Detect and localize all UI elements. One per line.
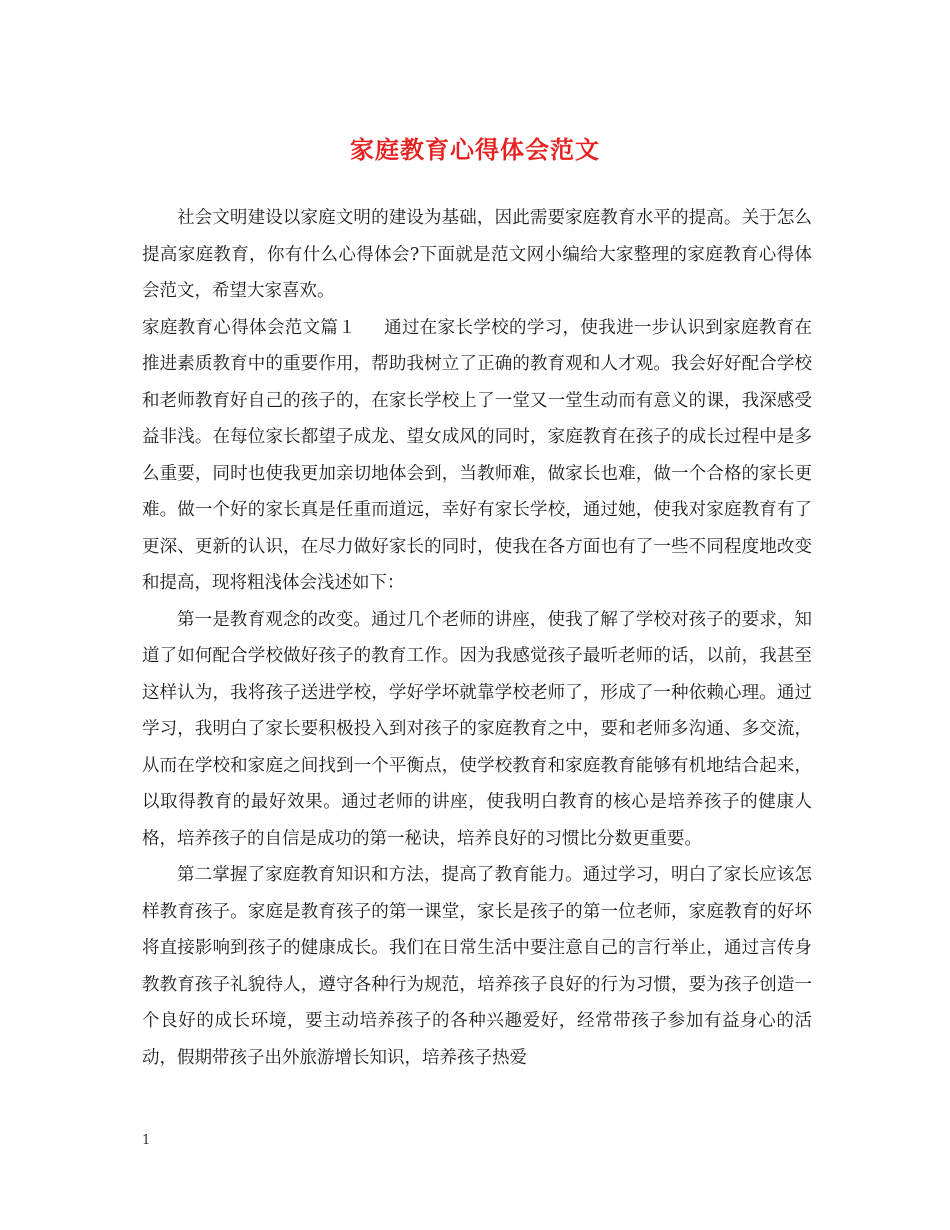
section-paragraph <box>142 310 812 602</box>
document-title: 家庭教育心得体会范文 <box>350 135 600 164</box>
document-body <box>142 200 812 1076</box>
page-number: 1 <box>142 1133 151 1148</box>
paragraph-first: 第一是教育观念的改变。通过几个老师的讲座，使我了解了学校对孩子的要求，知道了如何配合学校做好孩子的教育工作。因为我感觉孩子最听老师的话，以前，我甚至这样认为，我将孩子送进学校，学好学坏就靠学校老师了，形成了一种依赖心理。通过学习，我明白了家长要积极投入到对孩子的家庭教育之中，要和老师多沟通、多交流，从而在学校和家庭之间找到一个平衡点，使学校教育和家庭教育能够有机地结合起来，以取得教育的最好效果。通过老师的讲座，使我明白教育的核心是培养孩子的健康人格，培养孩子的自信是成功的第一秘诀，培养良好的习惯比分数更重要。 <box>142 609 812 849</box>
intro-paragraph: 社会文明建设以家庭文明的建设为基础，因此需要家庭教育水平的提高。关于怎么提高家庭教育，你有什么心得体会?下面就是范文网小编给大家整理的家庭教育心得体会范文，希望大家喜欢。 <box>142 208 812 301</box>
section-label: 家庭教育心得体会范文篇１ <box>142 317 357 338</box>
paragraph-second: 第二掌握了家庭教育知识和方法，提高了教育能力。通过学习，明白了家长应该怎样教育孩子。家庭是教育孩子的第一课堂，家长是孩子的第一位老师，家庭教育的好坏将直接影响到孩子的健康成长。我们在日常生活中要注意自己的言行举止，通过言传身教教育孩子礼貌待人，遵守各种行为规范，培养孩子良好的行为习惯，要为孩子创造一个良好的成长环境，要主动培养孩子的各种兴趣爱好，经常带孩子参加有益身心的活动，假期带孩子出外旅游增长知识，培养孩子热爱 <box>142 865 812 1068</box>
section-first-text: 通过在家长学校的学习，使我进一步认识到家庭教育在推进素质教育中的重要作用，帮助我树立了正确的教育观和人才观。我会好好配合学校和老师教育好自己的孩子的，在家长学校上了一堂又一堂生动而有意义的课，我深感受益非浅。在每位家长都望子成龙、望女成风的同时，家庭教育在孩子的成长过程中是多么重要，同时也使我更加亲切地体会到，当教师难，做家长也难，做一个合格的家长更难。做一个好的家长真是任重而道远，幸好有家长学校，通过她，使我对家庭教育有了更深、更新的认识，在尽力做好家长的同时，使我在各方面也有了一些不同程度地改变和提高，现将粗浅体会浅述如下： <box>142 317 813 593</box>
